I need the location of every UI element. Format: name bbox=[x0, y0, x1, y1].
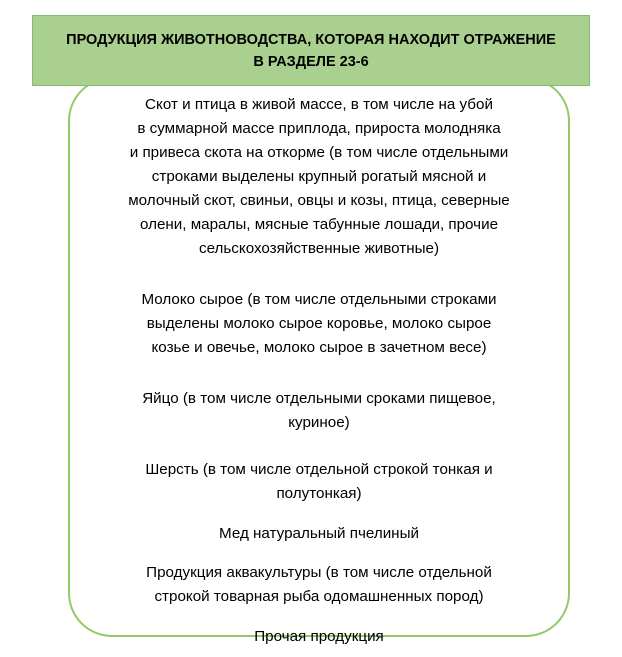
product-list bbox=[70, 93, 568, 649]
item-text-line: строкой товарная рыба одомашненных пород) bbox=[154, 588, 484, 605]
header-title-line-2: В РАЗДЕЛЕ 23-6 bbox=[253, 53, 369, 70]
item-text-line: Прочая продукция bbox=[254, 628, 384, 645]
item-text-line: Яйцо (в том числе отдельными сроками пищевое, bbox=[142, 390, 496, 407]
header-box bbox=[32, 15, 590, 86]
item-text-line: строками выделены крупный рогатый мясной и bbox=[151, 168, 487, 185]
list-item-other-products bbox=[70, 625, 568, 649]
header-title-line-1: ПРОДУКЦИЯ ЖИВОТНОВОДСТВА, КОТОРАЯ НАХОДИТ ОТРАЖЕНИЕ bbox=[66, 31, 556, 48]
list-item-raw-milk bbox=[70, 288, 568, 360]
list-item-eggs bbox=[70, 387, 568, 435]
list-item-wool bbox=[70, 458, 568, 506]
item-text-line: куриное) bbox=[288, 414, 350, 431]
item-text-line: Шерсть (в том числе отдельной строкой тонкая и bbox=[145, 461, 493, 478]
item-text-line: Продукция аквакультуры (в том числе отдельной bbox=[146, 564, 492, 581]
item-text-line: Скот и птица в живой массе, в том числе на убой bbox=[145, 96, 493, 113]
item-text-line: полутонкая) bbox=[276, 485, 362, 502]
item-text-line: в суммарной массе приплода, прироста молодняка bbox=[137, 120, 501, 137]
item-text-line: олени, маралы, мясные табунные лошади, прочие bbox=[139, 216, 499, 233]
item-text-line: и привеса скота на откорме (в том числе отдельными bbox=[129, 144, 509, 161]
item-text-line: молочный скот, свиньи, овцы и козы, птица, северные bbox=[128, 192, 510, 209]
list-item-aquaculture bbox=[70, 561, 568, 609]
item-text-line: выделены молоко сырое коровье, молоко сырое bbox=[146, 315, 492, 332]
item-text-line: козье и овечье, молоко сырое в зачетном весе) bbox=[151, 339, 487, 356]
list-item-honey bbox=[70, 522, 568, 546]
item-text-line: Мед натуральный пчелиный bbox=[219, 525, 419, 542]
item-text-line: Молоко сырое (в том числе отдельными строками bbox=[141, 291, 497, 308]
item-text-line: сельскохозяйственные животные) bbox=[198, 240, 440, 257]
list-item-livestock-poultry bbox=[70, 93, 568, 261]
